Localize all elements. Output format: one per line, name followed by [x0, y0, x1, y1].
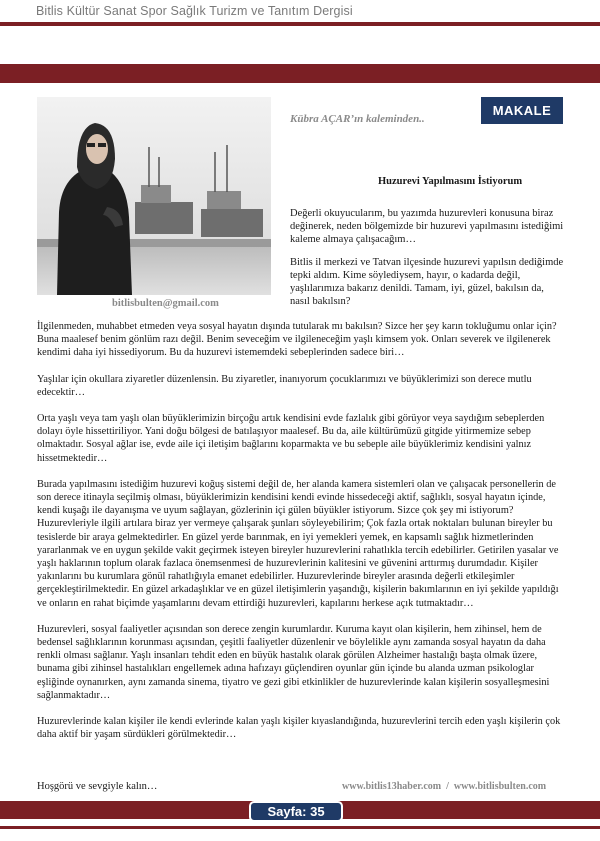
header-rule	[0, 22, 600, 26]
article-intro	[290, 207, 566, 318]
website-links: www.bitlis13haber.com / www.bitlisbulten.com	[342, 781, 547, 792]
contact-email: bitlisbulten@gmail.com	[112, 298, 219, 309]
article-body	[37, 320, 565, 754]
intro-paragraph: Değerli okuyucularım, bu yazımda huzurevleri konusuna biraz değinerek, neden bölgemizde bir huzurevi yapılmasını istediğimi kaleme almaya çalışacağım…	[290, 208, 564, 245]
body-paragraph: Burada yapılmasını istediğim huzurevi koğuş sistemi değil de, her alanda kamera sistemleri olan ve çalışacak personellerin de son derece itinayla seçilmiş olması, büyüklerimizin kendisini kendi evinde hissedeceği aktif, sağlıklı, sosyal hayatın içinde, kendi kuşağı ile dayanışma ve uyum sağlayan, gözlerinin içi gülen büyükler istiyorum. Sizce çok şey mi istiyorum? Huzurevleriyle ilgili artılara biraz yer vermeye çalışarak şunları söyleyebilirim; Çok fazla ortak noktaları bulunan bireyler bu tesislerde bir araya gelmektedirler. En güzel yerde barınmak, en iyi yemekleri yemek, en kapsamlı sağlık hizmetlerinden yararlanmak ve en uygun şekilde vakit geçirmek isteyen bireyler huzurevlerini rahatlıkla tercih edebilirler. Getirilen yasalar ve yaşlı haklarının toplum olarak fazlaca önemsenmesi de huzurevlerinin kalitesini ve güvenini arttırmış durumdadır. Kişiler yakınlarını bu kurumlara gönül rahatlığıyla emanet edebilirler. Huzurevlerinde bireyler arasında değerli etkileşimler gerçekleştirilmektedir. En güzel arkadaşlıklar ve en güzel iletişimlerin yaşandığı, kişilerin bakımlarının en iyi şekilde yapıldığı ve onların en rahat biçimde yaşamlarını devam ettirdiği huzurevleri, kapılarını herkese açık tutmaktadır…	[37, 478, 559, 609]
intro-paragraph: Bitlis il merkezi ve Tatvan ilçesinde huzurevi yapılsın dediğimde tepki aldım. Kime söylediysem, hayır, o kadarda değil, yaşlılarımıza bakarız denildi. Tamam, iyi, güzel, bakılsın da, nasıl bakılsın?	[290, 257, 564, 307]
magazine-title: Bitlis Kültür Sanat Spor Sağlık Turizm ve Tanıtım Dergisi	[36, 4, 353, 18]
section-badge: MAKALE	[481, 97, 563, 124]
author-byline: Kübra AÇAR’ın kaleminden..	[290, 113, 425, 125]
body-paragraph: Huzurevleri, sosyal faaliyetler açısından son derece zengin kurumlardır. Kuruma kayıt olan kişilerin, hem zihinsel, hem de bedensel sağlıklarının korunması açısından, çeşitli faaliyetler düzenlenir ve böylelikle aynı zamanda sosyal hayatın da daha renkli olması sağlanır. Yaşlı insanları tehdit eden en büyük hastalık olarak görülen Alzheimer hastalığı başta olmak üzere, bunama gibi zihinsel hastalıkları engellemek adına hafızayı güçlendiren oyunlar gün içinde bu alanda uzman psikologlar eşliğinde oynanırken, aynı zamanda sinema, tiyatro ve gezi gibi etkinlikler de huzurevlerinde kalan kişilerin sosyalleşmesini sağlanmaktadır…	[37, 623, 550, 701]
page-number: Sayfa: 35	[249, 801, 343, 822]
body-paragraph: Huzurevlerinde kalan kişiler ile kendi evlerinde kalan yaşlı kişiler kıyaslandığında, huzurevlerini tercih eden yaşlı kişilerin çok daha aktif bir yaşam sürdükleri görülmektedir…	[37, 716, 561, 741]
article-title: Huzurevi Yapılmasını İstiyorum	[378, 176, 523, 187]
author-photo	[37, 97, 271, 295]
closing-line: Hoşgörü ve sevgiyle kalın…	[37, 781, 158, 792]
body-paragraph: Orta yaşlı veya tam yaşlı olan büyüklerimizin birçoğu artık kendisini evde fazlalık gibi görüyor veya saydığım sebeplerden dolayı öyle hissettiriliyor. Yani doğu bölgesi de batılaşıyor maalesef. Bu da, aile kültürümüzü gitgide yitirmemize sebep olmaktadır. Sosyal ağlar ise, evde aile içi iletişim bağlarını koparmakta ve bu sebeple aile büyüklerimiz kendisini yalnız hissetmektedir…	[37, 413, 545, 464]
body-paragraph: Yaşlılar için okullara ziyaretler düzenlensin. Bu ziyaretler, inanıyorum çocuklarımızı ve büyüklerimizi son derece mutlu edecektir…	[37, 373, 532, 398]
header-bar	[0, 64, 600, 83]
body-paragraph: İlgilenmeden, muhabbet etmeden veya sosyal hayatın dışında tutularak mı bakılsın? Sizce her şey karın tokluğumu onlar için? Buna maalesef benim gönlüm razı değil. Benim seveceğim ve ilgileneceğim yaşlı kimsem yok. Onları severek ve ilgilenerek kendimi daha iyi hissediyorum. Bu da huzurevi istememdeki sebeplerinden sadece biri…	[37, 321, 557, 359]
footer-rule	[0, 826, 600, 829]
